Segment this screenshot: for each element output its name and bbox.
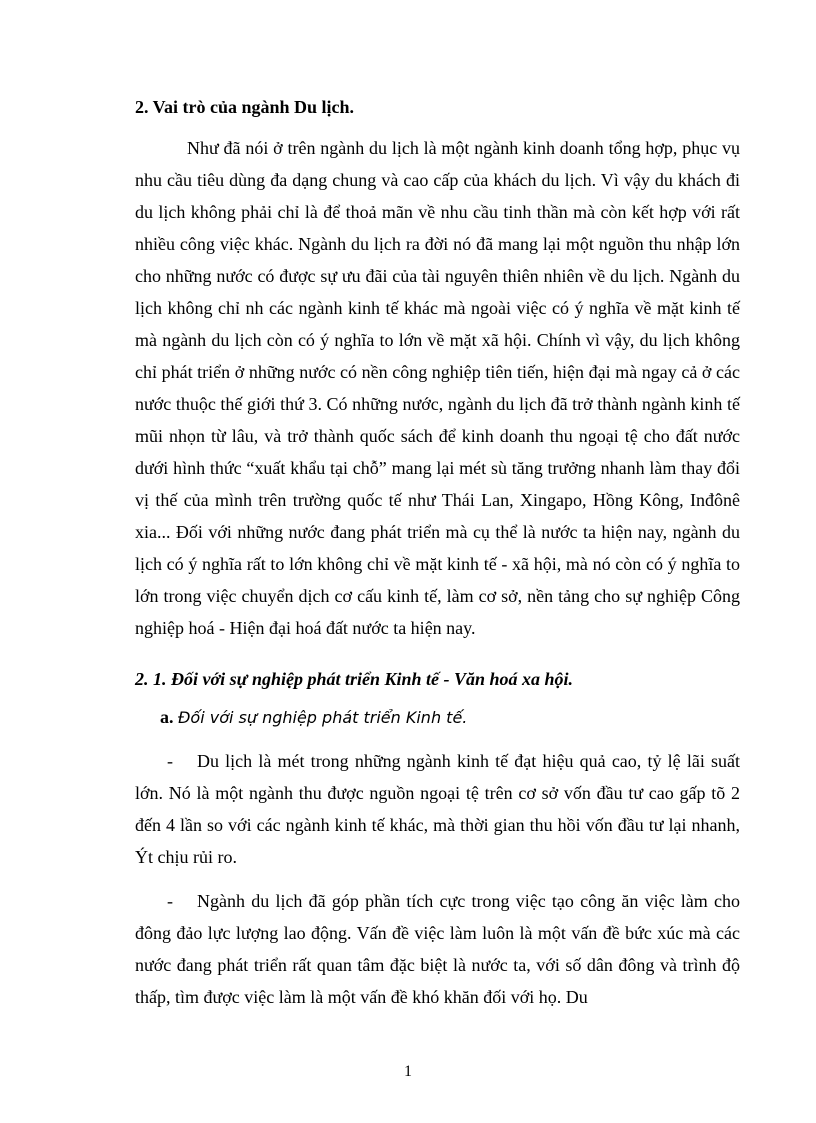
page-number: 1 (404, 1063, 412, 1080)
bullet-dash: - (167, 751, 173, 771)
subsubsection-heading (160, 704, 740, 731)
bullet-item (135, 745, 740, 873)
bullet-text: Ngành du lịch đã góp phần tích cực trong việc tạo công ăn việc làm cho đông đảo lực lượng lao động. Vấn đề việc làm luôn là một vấn đề bức xúc mà các nước đang phát triển rất quan tâm đặc biệt là nước ta, với số dân đông và trình độ thấp, tìm được việc làm là một vấn đề khó khăn đối với họ. Du (135, 891, 740, 1007)
section-title: 2. Vai trò của ngành Du lịch. (135, 97, 355, 117)
intro-paragraph: Như đã nói ở trên ngành du lịch là một ngành kinh doanh tổng hợp, phục vụ nhu cầu tiêu dùng đa dạng chung và cao cấp của khách du lịch. Vì vậy du khách đi du lịch không phải chỉ là để thoả mãn về nhu cầu tinh thần mà còn kết hợp với rất nhiều công việc khác. Ngành du lịch ra đời nó đã mang lại một nguồn thu nhập lớn cho những nước có được sự ưu đãi của tài nguyên thiên nhiên về du lịch. Ngành du lịch không chỉ nh các ngành kinh tế khác mà ngoài việc có ý nghĩa về mặt kinh tế mà ngành du lịch còn có ý nghĩa to lớn về mặt xã hội. Chính vì vậy, du lịch không chỉ phát triển ở những nước có nền công nghiệp tiên tiến, hiện đại mà ngay cả ở các nước thuộc thế giới thứ 3. Có những nước, ngành du lịch đã trở thành ngành kinh tế mũi nhọn từ lâu, và trở thành quốc sách để kinh doanh thu ngoại tệ cho đất nước dưới hình thức “xuất khẩu tại chỗ” mang lại mét sù tăng trưởng nhanh làm thay đổi vị thế của mình trên trường quốc tế như Thái Lan, Xingapo, Hồng Kông, Inđônê xia... Đối với những nước đang phát triển mà cụ thể là nước ta hiện nay, ngành du lịch có ý nghĩa rất to lớn không chỉ về mặt kinh tế - xã hội, mà nó còn có ý nghĩa to lớn trong việc chuyển dịch cơ cấu kinh tế, làm cơ sở, nền tảng cho sự nghiệp Công nghiệp hoá - Hiện đại hoá đất nước ta hiện nay. (135, 138, 740, 638)
bullet-text: Du lịch là mét trong những ngành kinh tế đạt hiệu quả cao, tỷ lệ lãi suất lớn. Nó là một ngành thu được nguồn ngoại tệ trên cơ sở vốn đầu tư cao gấp tõ 2 đến 4 lần so với các ngành kinh tế khác, mà thời gian thu hồi vốn đầu tư lại nhanh, Ýt chịu rủi ro. (135, 751, 740, 867)
bullet-item (135, 885, 740, 1013)
subsection-title: 2. 1. Đối với sự nghiệp phát triển Kinh tế - Văn hoá xa hội. (135, 669, 574, 689)
subsubsection-title: Đối với sự nghiệp phát triển Kinh tế. (178, 708, 468, 727)
subsubsection-letter: a. (160, 707, 174, 727)
page-content (135, 94, 740, 1025)
bullet-dash: - (167, 891, 173, 911)
